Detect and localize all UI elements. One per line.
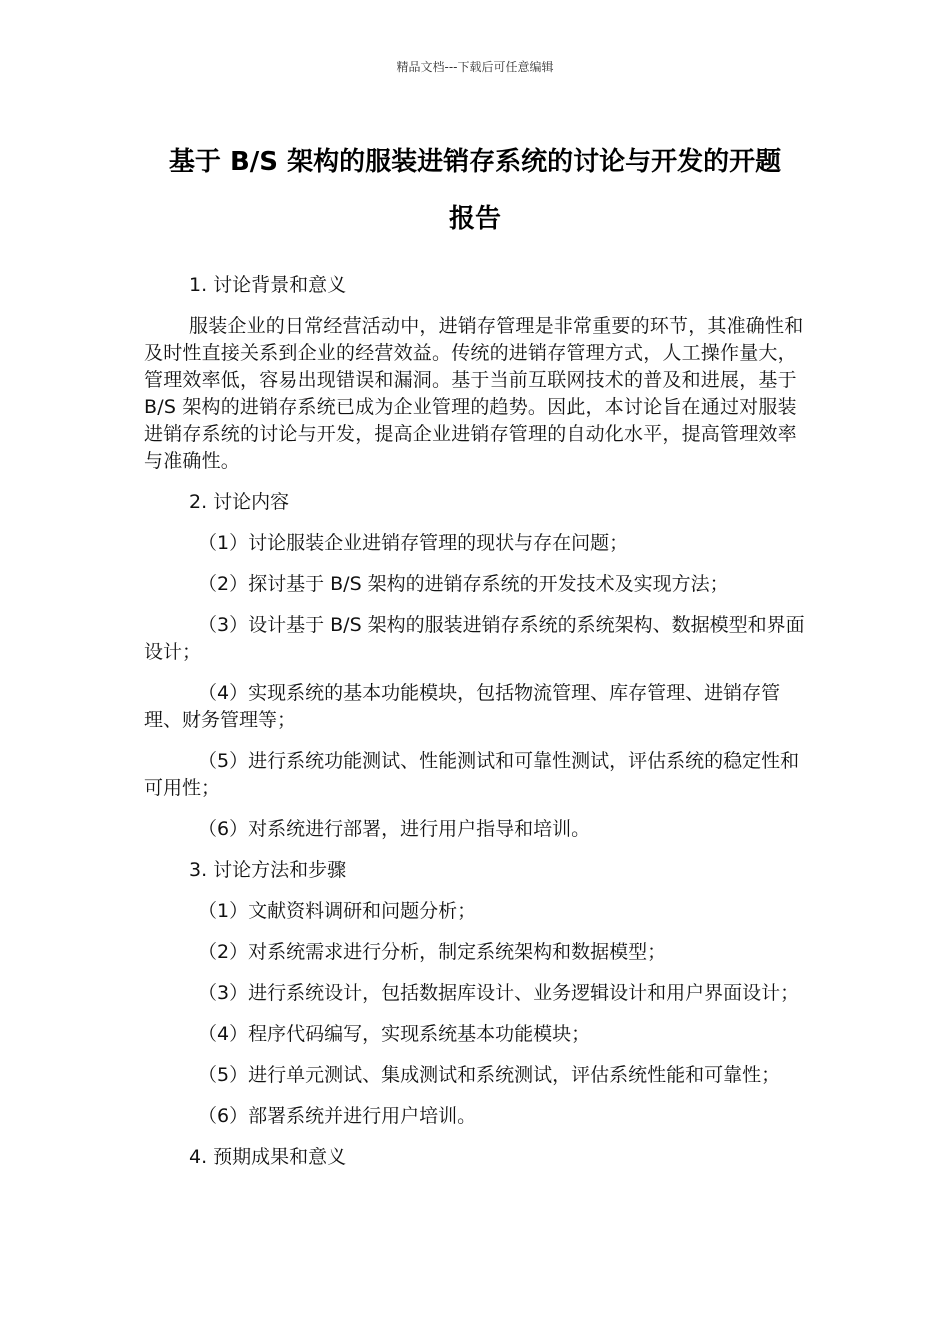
content-item: （5）进行系统功能测试、性能测试和可靠性测试，评估系统的稳定性和可用性； xyxy=(144,750,800,799)
method-item: （1）文献资料调研和问题分析； xyxy=(198,900,477,922)
section-heading-3: 3. 讨论方法和步骤 xyxy=(189,859,347,881)
method-item: （4）程序代码编写，实现系统基本功能模块； xyxy=(198,1023,591,1045)
method-item: （3）进行系统设计，包括数据库设计、业务逻辑设计和用户界面设计； xyxy=(198,982,800,1004)
content-item: （2）探讨基于 B/S 架构的进销存系统的开发技术及实现方法； xyxy=(198,573,729,595)
content-item: （4）实现系统的基本功能模块，包括物流管理、库存管理、进销存管理、财务管理等； xyxy=(144,682,781,731)
content-item: （1）讨论服装企业进销存管理的现状与存在问题； xyxy=(198,532,629,554)
method-item: （5）进行单元测试、集成测试和系统测试，评估系统性能和可靠性； xyxy=(198,1064,781,1086)
section-heading-2: 2. 讨论内容 xyxy=(189,491,290,513)
content-item: （3）设计基于 B/S 架构的服装进销存系统的系统架构、数据模型和界面设计； xyxy=(144,614,805,663)
title-line-2: 报告 xyxy=(448,204,501,234)
section-heading-4: 4. 预期成果和意义 xyxy=(189,1146,347,1168)
content-item: （6）对系统进行部署，进行用户指导和培训。 xyxy=(198,818,591,840)
method-item: （2）对系统需求进行分析，制定系统架构和数据模型； xyxy=(198,941,667,963)
document-body xyxy=(144,272,814,1185)
title-line-1: 基于 B/S 架构的服装进销存系统的讨论与开发的开题 xyxy=(168,147,782,177)
document-title xyxy=(140,134,810,248)
section-heading-1: 1. 讨论背景和意义 xyxy=(189,274,347,296)
header-note: 精品文档---下载后可任意编辑 xyxy=(396,60,554,74)
background-paragraph: 服装企业的日常经营活动中，进销存管理是非常重要的环节，其准确性和及时性直接关系到企业的经营效益。传统的进销存管理方式，人工操作量大，管理效率低，容易出现错误和漏洞。基于当前互联网技术的普及和进展，基于 B/S 架构的进销存系统已成为企业管理的趋势。因此，本讨论旨在通过对服装进销存系统的讨论与开发，提高企业进销存管理的自动化水平，提高管理效率与准确性。 xyxy=(144,315,804,472)
method-item: （6）部署系统并进行用户培训。 xyxy=(198,1105,477,1127)
